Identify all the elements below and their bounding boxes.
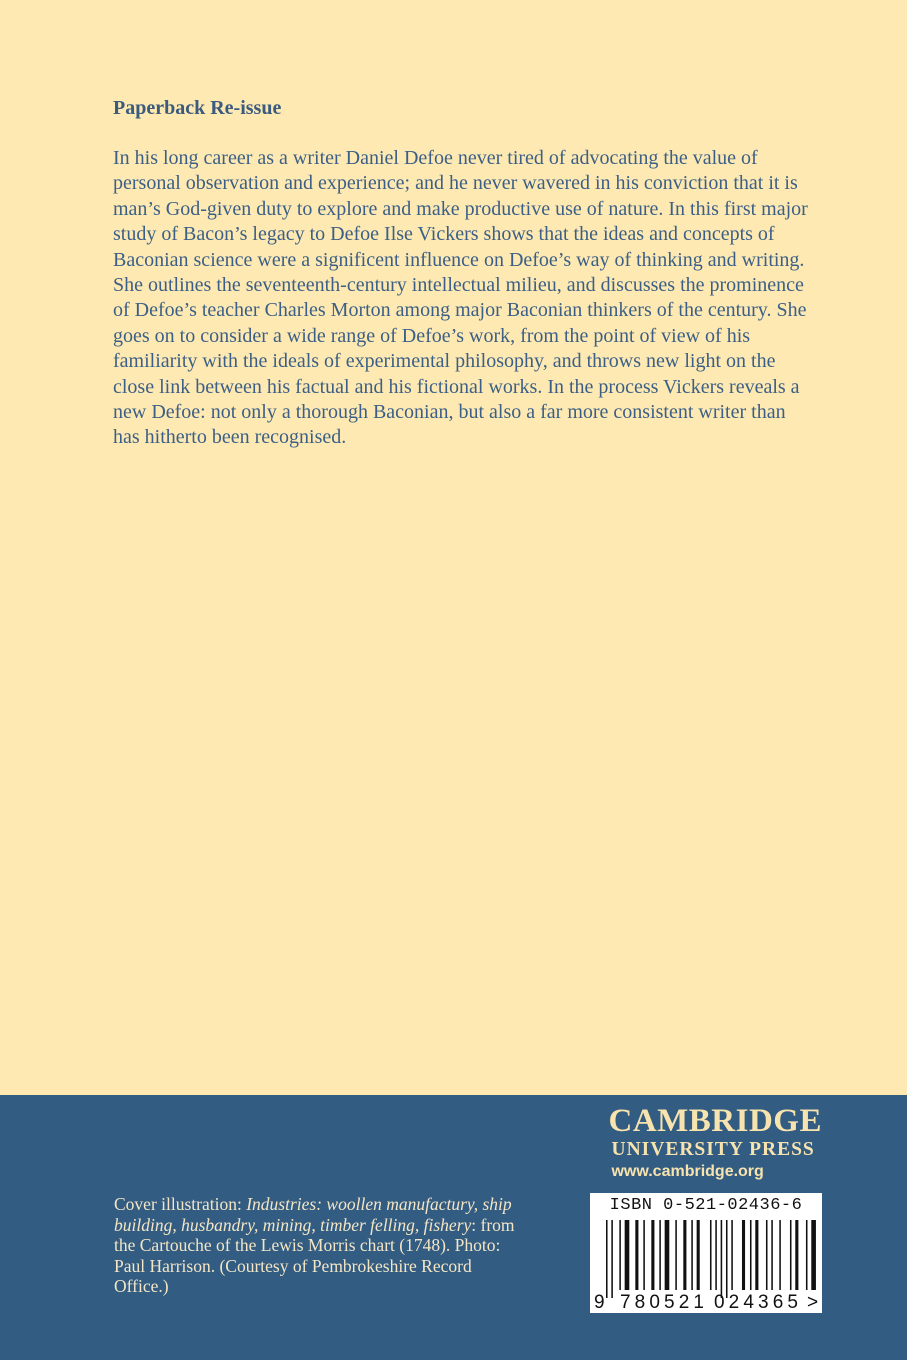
barcode-bar: [726, 1220, 728, 1298]
barcode-bar: [619, 1220, 621, 1290]
barcode-bar: [611, 1220, 613, 1298]
credit-title: Industries: woollen manufactury, ship building, husbandry, mining, timber felling, fishery: [114, 1194, 512, 1235]
credit-prefix: Cover illustration:: [114, 1194, 247, 1214]
barcode-bar: [766, 1220, 768, 1290]
barcode-bar: [697, 1220, 700, 1290]
barcode-bar: [715, 1220, 717, 1290]
barcode-bar: [779, 1220, 781, 1290]
barcode-bar: [635, 1220, 638, 1290]
cover-credit: [114, 1194, 524, 1297]
barcode-bar: [691, 1220, 693, 1290]
barcode-bars: [590, 1193, 822, 1313]
barcode-bar: [755, 1220, 758, 1290]
credit-suffix: : from the Cartouche of the Lewis Morris chart (1748). Photo: Paul Harrison. (Courtesy of Pembrokeshire Record Office.): [114, 1214, 515, 1296]
barcode-bar: [731, 1220, 733, 1290]
barcode-bar: [806, 1220, 808, 1290]
barcode-bar: [795, 1220, 798, 1290]
barcode-bar-group: [606, 1220, 816, 1298]
barcode-bar: [625, 1220, 630, 1290]
barcode-end-mark: >: [807, 1292, 819, 1313]
barcode-bar: [811, 1220, 816, 1290]
book-description: In his long career as a writer Daniel Defoe never tired of advocating the value of personal observation and experience; and he never wavered in his conviction that it is man’s God-given duty to explore and make productive use of nature. In this first major study of Bacon’s legacy to Defoe Ilse Vickers shows that the ideas and concepts of Baconian science were a significent influence on Defoe’s way of thinking and writing. She outlines the seventeenth-century intellectual milieu, and discusses the prominence of Defoe’s teacher Charles Morton among major Baconian thinkers of the century. She goes on to consider a wide range of Defoe’s work, from the point of view of his familiarity with the ideals of experimental philosophy, and throws new light on the close link between his factual and his fictional works. In the process Vickers reveals a new Defoe: not only a thorough Baconian, but also a far more consistent writer than has hitherto been recognised.: [113, 147, 808, 449]
barcode-bar: [606, 1220, 608, 1298]
barcode-first-digit: 9: [594, 1292, 605, 1313]
barcode-bar: [750, 1220, 752, 1290]
barcode-right-digits: 024365: [714, 1292, 798, 1313]
barcode: [590, 1193, 822, 1313]
barcode-left-digits: 780521: [620, 1292, 704, 1313]
barcode-bar: [651, 1220, 654, 1290]
publisher-press: UNIVERSITY PRESS: [611, 1139, 815, 1160]
barcode-bar: [710, 1220, 712, 1290]
publisher-name: CAMBRIDGE: [608, 1103, 822, 1139]
barcode-bar: [683, 1220, 686, 1290]
publisher-logo: [608, 1103, 822, 1183]
barcode-bar: [643, 1220, 645, 1290]
barcode-bar: [665, 1220, 670, 1290]
barcode-bar: [742, 1220, 745, 1290]
publisher-url: www.cambridge.org: [611, 1163, 764, 1180]
barcode-bar: [659, 1220, 661, 1290]
footer-band: [0, 1095, 907, 1360]
isbn-label: ISBN 0-521-02436-6: [609, 1196, 803, 1215]
barcode-bar: [771, 1220, 773, 1290]
section-heading: Paperback Re-issue: [113, 97, 282, 119]
barcode-bar: [675, 1220, 677, 1290]
barcode-bar: [790, 1220, 792, 1290]
barcode-bar: [721, 1220, 723, 1298]
